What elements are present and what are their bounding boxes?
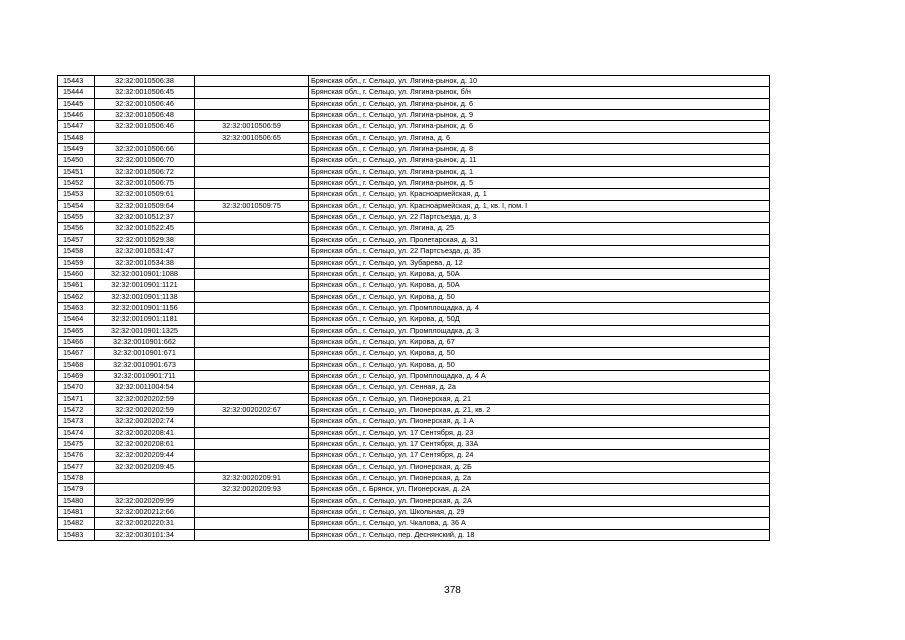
- row-number-cell: 15478: [58, 473, 95, 484]
- row-number-cell: 15444: [58, 87, 95, 98]
- related-cadastral-number-cell: [195, 495, 309, 506]
- cadastral-number-cell: 32:32:0030101:34: [95, 529, 195, 540]
- address-cell: Брянская обл., г. Сельцо, ул. Пионерская, д. 2А: [309, 495, 770, 506]
- row-number-cell: 15479: [58, 484, 95, 495]
- row-number-cell: 15449: [58, 144, 95, 155]
- row-number-cell: 15443: [58, 76, 95, 87]
- row-number-cell: 15460: [58, 268, 95, 279]
- related-cadastral-number-cell: [195, 359, 309, 370]
- row-number-cell: 15447: [58, 121, 95, 132]
- related-cadastral-number-cell: [195, 382, 309, 393]
- related-cadastral-number-cell: [195, 348, 309, 359]
- cadastral-number-cell: 32:32:0020209:45: [95, 461, 195, 472]
- related-cadastral-number-cell: [195, 98, 309, 109]
- related-cadastral-number-cell: 32:32:0020209:91: [195, 473, 309, 484]
- table-row: [58, 473, 770, 484]
- cadastral-number-cell: 32:32:0020220:31: [95, 518, 195, 529]
- row-number-cell: 15464: [58, 314, 95, 325]
- row-number-cell: 15469: [58, 370, 95, 381]
- related-cadastral-number-cell: [195, 212, 309, 223]
- table-row: [58, 404, 770, 415]
- cadastral-number-cell: 32:32:0010506:66: [95, 144, 195, 155]
- cadastral-number-cell: 32:32:0010529:38: [95, 234, 195, 245]
- address-cell: Брянская обл., г. Сельцо, ул. Кирова, д. 50А: [309, 280, 770, 291]
- address-cell: Брянская обл., г. Сельцо, ул. Лягина-рынок, б/н: [309, 87, 770, 98]
- address-cell: Брянская обл., г. Сельцо, ул. Сенная, д. 2а: [309, 382, 770, 393]
- row-number-cell: 15475: [58, 439, 95, 450]
- table-row: [58, 461, 770, 472]
- table-row: [58, 144, 770, 155]
- row-number-cell: 15457: [58, 234, 95, 245]
- cadastral-number-cell: 32:32:0010901:1121: [95, 280, 195, 291]
- table-row: [58, 200, 770, 211]
- cadastral-number-cell: 32:32:0020202:59: [95, 404, 195, 415]
- address-cell: Брянская обл., г. Сельцо, ул. Промплощадка, д. 4: [309, 302, 770, 313]
- table-row: [58, 416, 770, 427]
- table-row: [58, 178, 770, 189]
- row-number-cell: 15471: [58, 393, 95, 404]
- row-number-cell: 15477: [58, 461, 95, 472]
- address-cell: Брянская обл., г. Сельцо, ул. Школьная, д. 29: [309, 507, 770, 518]
- cadastral-number-cell: 32:32:0010901:1181: [95, 314, 195, 325]
- table-row: [58, 314, 770, 325]
- table-row: [58, 257, 770, 268]
- related-cadastral-number-cell: [195, 246, 309, 257]
- table-row: [58, 450, 770, 461]
- cadastral-number-cell: 32:32:0010506:38: [95, 76, 195, 87]
- table-row: [58, 370, 770, 381]
- row-number-cell: 15463: [58, 302, 95, 313]
- row-number-cell: 15458: [58, 246, 95, 257]
- registry-table: [57, 75, 770, 541]
- related-cadastral-number-cell: [195, 155, 309, 166]
- row-number-cell: 15450: [58, 155, 95, 166]
- row-number-cell: 15476: [58, 450, 95, 461]
- row-number-cell: 15446: [58, 110, 95, 121]
- address-cell: Брянская обл., г. Сельцо, ул. Промплощадка, д. 3: [309, 325, 770, 336]
- row-number-cell: 15466: [58, 336, 95, 347]
- table-row: [58, 336, 770, 347]
- table-row: [58, 110, 770, 121]
- address-cell: Брянская обл., г. Сельцо, ул. Кирова, д. 50: [309, 359, 770, 370]
- related-cadastral-number-cell: [195, 189, 309, 200]
- address-cell: Брянская обл., г. Сельцо, пер. Деснянский, д. 18: [309, 529, 770, 540]
- cadastral-number-cell: 32:32:0010509:61: [95, 189, 195, 200]
- address-cell: Брянская обл., г. Сельцо, ул. Кирова, д. 50А: [309, 268, 770, 279]
- cadastral-number-cell: 32:32:0010901:673: [95, 359, 195, 370]
- address-cell: Брянская обл., г. Сельцо, ул. Пионерская, д. 2Б: [309, 461, 770, 472]
- table-row: [58, 325, 770, 336]
- cadastral-number-cell: 32:32:0020212:66: [95, 507, 195, 518]
- table-row: [58, 359, 770, 370]
- cadastral-number-cell: 32:32:0010506:70: [95, 155, 195, 166]
- address-cell: Брянская обл., г. Сельцо, ул. Лягина-рынок, д. 5: [309, 178, 770, 189]
- related-cadastral-number-cell: [195, 529, 309, 540]
- related-cadastral-number-cell: [195, 416, 309, 427]
- table-row: [58, 98, 770, 109]
- table-row: [58, 427, 770, 438]
- cadastral-number-cell: 32:32:0010506:75: [95, 178, 195, 189]
- related-cadastral-number-cell: 32:32:0020202:67: [195, 404, 309, 415]
- row-number-cell: 15481: [58, 507, 95, 518]
- row-number-cell: 15470: [58, 382, 95, 393]
- row-number-cell: 15459: [58, 257, 95, 268]
- table-row: [58, 155, 770, 166]
- row-number-cell: 15462: [58, 291, 95, 302]
- cadastral-number-cell: 32:32:0010506:46: [95, 121, 195, 132]
- cadastral-number-cell: 32:32:0020209:44: [95, 450, 195, 461]
- related-cadastral-number-cell: [195, 302, 309, 313]
- table-row: [58, 518, 770, 529]
- cadastral-number-cell: 32:32:0020208:41: [95, 427, 195, 438]
- related-cadastral-number-cell: 32:32:0010506:59: [195, 121, 309, 132]
- table-row: [58, 212, 770, 223]
- related-cadastral-number-cell: [195, 87, 309, 98]
- row-number-cell: 15467: [58, 348, 95, 359]
- table-row: [58, 280, 770, 291]
- row-number-cell: 15473: [58, 416, 95, 427]
- cadastral-number-cell: 32:32:0010531:47: [95, 246, 195, 257]
- address-cell: Брянская обл., г. Сельцо, ул. 17 Сентября, д. 24: [309, 450, 770, 461]
- table-row: [58, 189, 770, 200]
- cadastral-number-cell: 32:32:0010506:45: [95, 87, 195, 98]
- related-cadastral-number-cell: [195, 370, 309, 381]
- address-cell: Брянская обл., г. Сельцо, ул. Лягина-рынок, д. 11: [309, 155, 770, 166]
- table-row: [58, 234, 770, 245]
- table-row: [58, 348, 770, 359]
- row-number-cell: 15456: [58, 223, 95, 234]
- row-number-cell: 15468: [58, 359, 95, 370]
- cadastral-number-cell: 32:32:0010901:671: [95, 348, 195, 359]
- table-row: [58, 507, 770, 518]
- related-cadastral-number-cell: [195, 507, 309, 518]
- page-number: 378: [444, 585, 461, 596]
- table-row: [58, 121, 770, 132]
- related-cadastral-number-cell: [195, 461, 309, 472]
- related-cadastral-number-cell: [195, 234, 309, 245]
- related-cadastral-number-cell: [195, 518, 309, 529]
- related-cadastral-number-cell: [195, 268, 309, 279]
- address-cell: Брянская обл., г. Сельцо, ул. 17 Сентября, д. 33А: [309, 439, 770, 450]
- table-row: [58, 439, 770, 450]
- address-cell: Брянская обл., г. Сельцо, ул. Лягина, д. 25: [309, 223, 770, 234]
- table-row: [58, 529, 770, 540]
- address-cell: Брянская обл., г. Сельцо, ул. Лягина-рынок, д. 1: [309, 166, 770, 177]
- related-cadastral-number-cell: [195, 110, 309, 121]
- address-cell: Брянская обл., г. Сельцо, ул. Лягина-рынок, д. 9: [309, 110, 770, 121]
- related-cadastral-number-cell: 32:32:0020209:93: [195, 484, 309, 495]
- cadastral-number-cell: 32:32:0020208:61: [95, 439, 195, 450]
- address-cell: Брянская обл., г. Сельцо, ул. Чкалова, д. 36 А: [309, 518, 770, 529]
- address-cell: Брянская обл., г. Сельцо, ул. Кирова, д. 50: [309, 291, 770, 302]
- cadastral-number-cell: 32:32:0020202:59: [95, 393, 195, 404]
- address-cell: Брянская обл., г. Сельцо, ул. Пролетарская, д. 31: [309, 234, 770, 245]
- table-row: [58, 291, 770, 302]
- row-number-cell: 15461: [58, 280, 95, 291]
- row-number-cell: 15452: [58, 178, 95, 189]
- cadastral-number-cell: 32:32:0010522:45: [95, 223, 195, 234]
- related-cadastral-number-cell: [195, 76, 309, 87]
- table-row: [58, 393, 770, 404]
- address-cell: Брянская обл., г. Сельцо, ул. Кирова, д. 50Д: [309, 314, 770, 325]
- address-cell: Брянская обл., г. Сельцо, ул. Пионерская, д. 1 А: [309, 416, 770, 427]
- row-number-cell: 15454: [58, 200, 95, 211]
- related-cadastral-number-cell: [195, 325, 309, 336]
- address-cell: Брянская обл., г. Сельцо, ул. Промплощадка, д. 4 А: [309, 370, 770, 381]
- related-cadastral-number-cell: [195, 336, 309, 347]
- row-number-cell: 15465: [58, 325, 95, 336]
- table-row: [58, 87, 770, 98]
- related-cadastral-number-cell: [195, 257, 309, 268]
- related-cadastral-number-cell: [195, 393, 309, 404]
- cadastral-number-cell: 32:32:0010901:711: [95, 370, 195, 381]
- address-cell: Брянская обл., г. Сельцо, ул. Красноармейская, д. 1, кв. I, пом. I: [309, 200, 770, 211]
- address-cell: Брянская обл., г. Сельцо, ул. Зубарева, д. 12: [309, 257, 770, 268]
- cadastral-number-cell: [95, 484, 195, 495]
- address-cell: Брянская обл., г. Сельцо, ул. Пионерская, д. 21: [309, 393, 770, 404]
- cadastral-number-cell: 32:32:0010506:48: [95, 110, 195, 121]
- cadastral-number-cell: 32:32:0011004:54: [95, 382, 195, 393]
- related-cadastral-number-cell: [195, 427, 309, 438]
- cadastral-number-cell: 32:32:0010901:1325: [95, 325, 195, 336]
- table-row: [58, 382, 770, 393]
- address-cell: Брянская обл., г. Сельцо, ул. 17 Сентября, д. 23: [309, 427, 770, 438]
- cadastral-number-cell: 32:32:0010512:37: [95, 212, 195, 223]
- address-cell: Брянская обл., г. Сельцо, ул. Пионерская, д. 21, кв. 2: [309, 404, 770, 415]
- row-number-cell: 15482: [58, 518, 95, 529]
- cadastral-number-cell: [95, 132, 195, 143]
- related-cadastral-number-cell: [195, 280, 309, 291]
- table-row: [58, 484, 770, 495]
- table-row: [58, 132, 770, 143]
- cadastral-number-cell: 32:32:0010901:1088: [95, 268, 195, 279]
- address-cell: Брянская обл., г. Сельцо, ул. Лягина-рынок, д. 10: [309, 76, 770, 87]
- table-row: [58, 302, 770, 313]
- table-row: [58, 495, 770, 506]
- address-cell: Брянская обл., г. Сельцо, ул. Кирова, д. 50: [309, 348, 770, 359]
- address-cell: Брянская обл., г. Сельцо, ул. Лягина-рынок, д. 8: [309, 144, 770, 155]
- related-cadastral-number-cell: [195, 144, 309, 155]
- related-cadastral-number-cell: 32:32:0010509:75: [195, 200, 309, 211]
- row-number-cell: 15451: [58, 166, 95, 177]
- cadastral-number-cell: 32:32:0010534:38: [95, 257, 195, 268]
- table-row: [58, 223, 770, 234]
- cadastral-number-cell: 32:32:0010901:1156: [95, 302, 195, 313]
- table-row: [58, 268, 770, 279]
- cadastral-number-cell: 32:32:0010901:662: [95, 336, 195, 347]
- row-number-cell: 15483: [58, 529, 95, 540]
- related-cadastral-number-cell: [195, 450, 309, 461]
- cadastral-number-cell: 32:32:0020209:99: [95, 495, 195, 506]
- address-cell: Брянская обл., г. Сельцо, ул. Кирова, д. 67: [309, 336, 770, 347]
- related-cadastral-number-cell: [195, 439, 309, 450]
- cadastral-number-cell: 32:32:0010901:1138: [95, 291, 195, 302]
- cadastral-number-cell: 32:32:0010509:64: [95, 200, 195, 211]
- registry-table-body: [58, 76, 770, 541]
- cadastral-number-cell: 32:32:0010506:46: [95, 98, 195, 109]
- row-number-cell: 15453: [58, 189, 95, 200]
- address-cell: Брянская обл., г. Сельцо, ул. Пионерская, д. 2а: [309, 473, 770, 484]
- related-cadastral-number-cell: [195, 178, 309, 189]
- address-cell: Брянская обл., г. Сельцо, ул. Лягина-рынок, д. 6: [309, 98, 770, 109]
- row-number-cell: 15480: [58, 495, 95, 506]
- cadastral-number-cell: [95, 473, 195, 484]
- address-cell: Брянская обл., г. Брянск, ул. Пионерская, д. 2А: [309, 484, 770, 495]
- address-cell: Брянская обл., г. Сельцо, ул. Лягина-рынок, д. 6: [309, 121, 770, 132]
- address-cell: Брянская обл., г. Сельцо, ул. Лягина, д. 6: [309, 132, 770, 143]
- table-row: [58, 246, 770, 257]
- related-cadastral-number-cell: [195, 223, 309, 234]
- table-row: [58, 166, 770, 177]
- row-number-cell: 15472: [58, 404, 95, 415]
- related-cadastral-number-cell: [195, 166, 309, 177]
- address-cell: Брянская обл., г. Сельцо, ул. 22 Партсъезда, д. 3: [309, 212, 770, 223]
- cadastral-number-cell: 32:32:0010506:72: [95, 166, 195, 177]
- row-number-cell: 15445: [58, 98, 95, 109]
- address-cell: Брянская обл., г. Сельцо, ул. 22 Партсъезда, д. 35: [309, 246, 770, 257]
- related-cadastral-number-cell: [195, 291, 309, 302]
- table-row: [58, 76, 770, 87]
- row-number-cell: 15474: [58, 427, 95, 438]
- row-number-cell: 15455: [58, 212, 95, 223]
- cadastral-number-cell: 32:32:0020202:74: [95, 416, 195, 427]
- related-cadastral-number-cell: [195, 314, 309, 325]
- address-cell: Брянская обл., г. Сельцо, ул. Красноармейская, д. 1: [309, 189, 770, 200]
- related-cadastral-number-cell: 32:32:0010506:65: [195, 132, 309, 143]
- row-number-cell: 15448: [58, 132, 95, 143]
